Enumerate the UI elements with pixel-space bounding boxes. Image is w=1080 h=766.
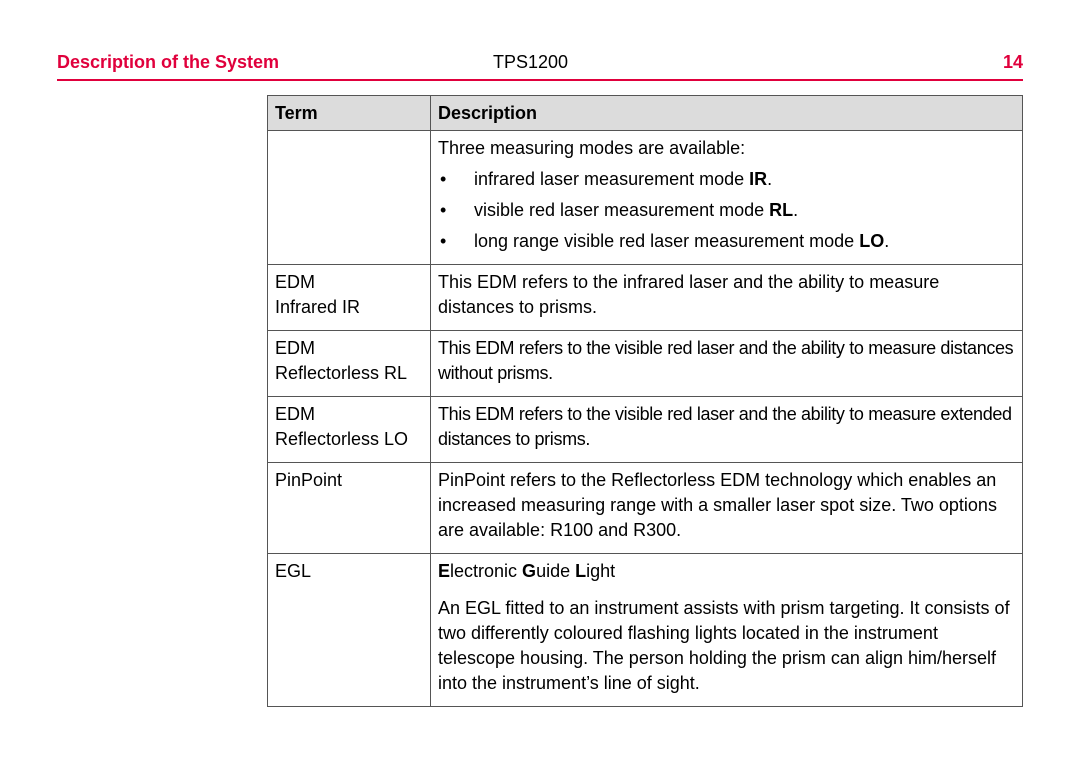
list-item: [438, 229, 1015, 254]
bullet: •: [440, 200, 447, 220]
term-cell: PinPoint: [268, 463, 431, 554]
mode-end: .: [767, 169, 773, 189]
egl-expansion: [438, 559, 1015, 584]
expansion-text: uide: [536, 561, 576, 581]
terms-table: [267, 95, 1023, 707]
term-cell: [268, 397, 431, 463]
term-cell: [268, 131, 431, 265]
acronym-letter: G: [522, 561, 537, 581]
table-row-pinpoint: [268, 463, 1023, 554]
egl-description: An EGL fitted to an instrument assists with prism targeting. It consists of two differently coloured flashing lights located in the instrument telescope housing. The person holding the prism can align him/herself into the instrument’s line of sight.: [438, 598, 1010, 693]
description-cell: This EDM refers to the visible red laser and the ability to measure extended distances to prisms.: [431, 397, 1023, 463]
description-cell: [431, 554, 1023, 707]
list-item: [438, 167, 1015, 192]
column-header-description: Description: [431, 96, 1023, 131]
description-cell: [431, 131, 1023, 265]
term-line: Infrared IR: [275, 297, 361, 317]
modes-list: [438, 167, 1015, 254]
term-line: Reflectorless RL: [275, 363, 408, 383]
table-header-row: [268, 96, 1023, 131]
table-row-modes: [268, 131, 1023, 265]
table-row-egl: [268, 554, 1023, 707]
expansion-text: lectronic: [450, 561, 523, 581]
term-line: EDM: [275, 272, 315, 292]
term-line: EDM: [275, 338, 315, 358]
term-cell: [268, 331, 431, 397]
table-row-edm-rl: [268, 331, 1023, 397]
page-number: 14: [1002, 52, 1023, 72]
term-line: EDM: [275, 404, 315, 424]
acronym-letter: E: [438, 561, 451, 581]
bullet: •: [440, 169, 447, 189]
mode-code: RL: [769, 200, 794, 220]
term-cell: [268, 265, 431, 331]
header-rule: [57, 79, 1023, 81]
column-header-term: Term: [268, 96, 431, 131]
list-item: [438, 198, 1015, 223]
description-cell: This EDM refers to the infrared laser and the ability to measure distances to prisms.: [431, 265, 1023, 331]
description-cell: This EDM refers to the visible red laser and the ability to measure distances without prisms.: [431, 331, 1023, 397]
term-cell: EGL: [268, 554, 431, 707]
modes-intro: Three measuring modes are available:: [438, 138, 746, 158]
mode-end: .: [793, 200, 799, 220]
mode-text: visible red laser measurement mode: [474, 200, 770, 220]
page-header: [57, 52, 1023, 74]
table-row-edm-lo: [268, 397, 1023, 463]
product-name: TPS1200: [493, 52, 569, 72]
bullet: •: [440, 231, 447, 251]
acronym-letter: L: [575, 561, 587, 581]
term-line: Reflectorless LO: [275, 429, 409, 449]
description-cell: PinPoint refers to the Reflectorless EDM technology which enables an increased measuring range with a smaller laser spot size. Two options are available: R100 and R300.: [431, 463, 1023, 554]
expansion-text: ight: [586, 561, 616, 581]
table-row-edm-ir: [268, 265, 1023, 331]
section-title: Description of the System: [57, 52, 280, 72]
mode-code: IR: [749, 169, 768, 189]
mode-text: infrared laser measurement mode: [474, 169, 750, 189]
mode-end: .: [884, 231, 890, 251]
mode-code: LO: [859, 231, 885, 251]
mode-text: long range visible red laser measurement mode: [474, 231, 860, 251]
